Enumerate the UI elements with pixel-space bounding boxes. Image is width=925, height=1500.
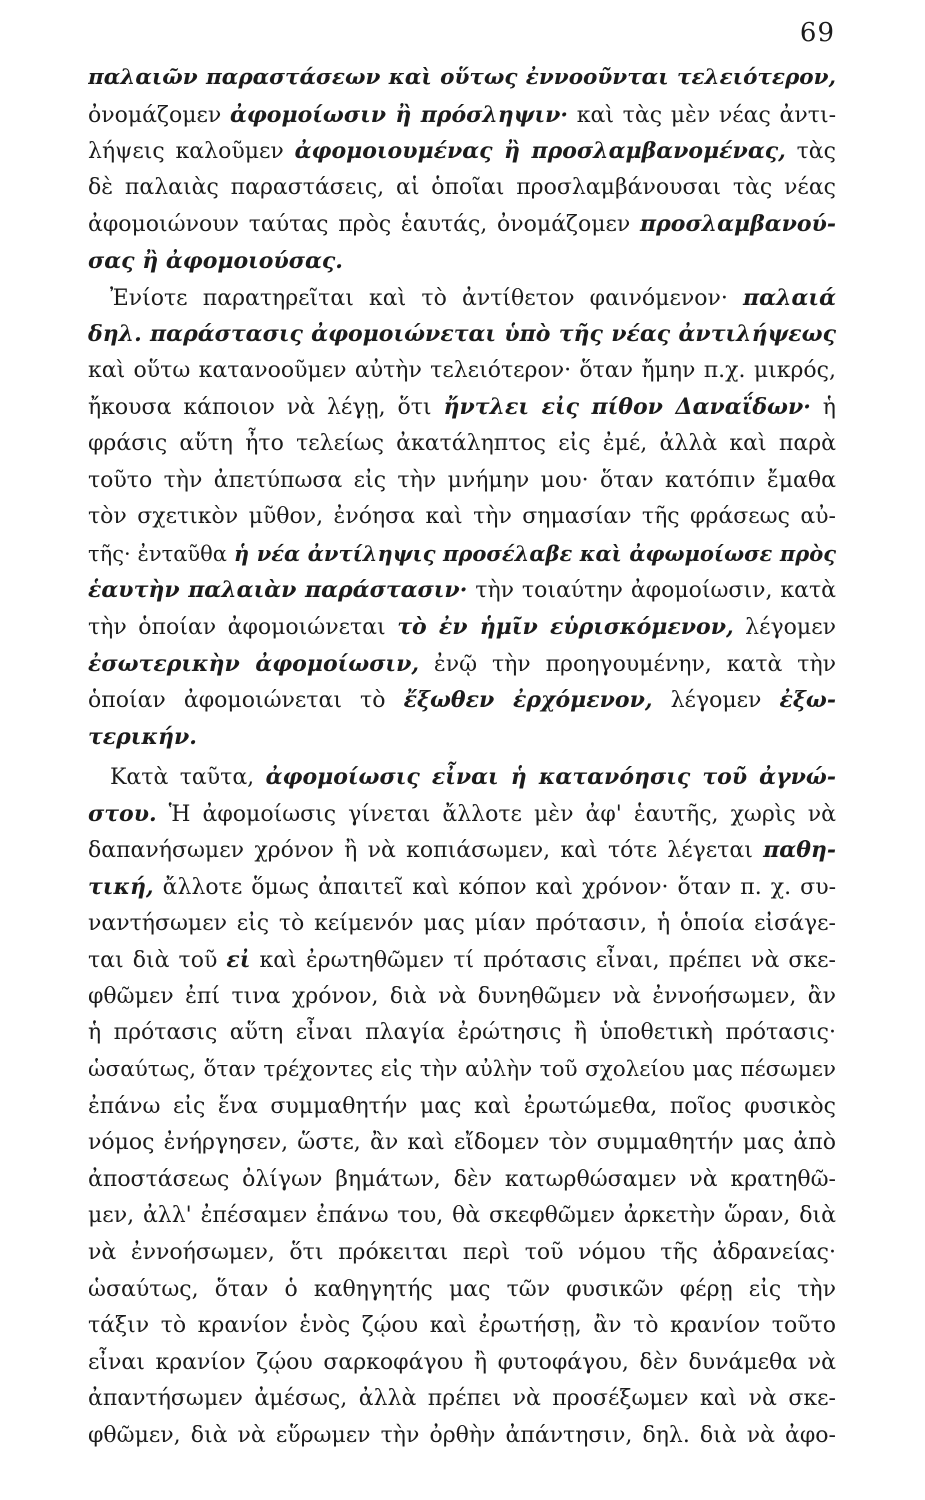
emphasized-text: στου. [88,800,157,827]
emphasized-text: εἰ [226,947,251,974]
text-line [88,1052,836,1089]
text-line [88,682,836,719]
emphasized-text: παλαιῶν παραστάσεων καὶ οὕτως ἐννοοῦνται τελειότερον, [88,65,836,90]
text-run: Ἡ ἀφομοίωσις γίνεται ἄλλοτε μὲν ἀφ' ἑαυτῆς, χωρὶς νὰ [156,801,836,827]
text-line [88,646,836,683]
text-run: ὡσαύτως, ὅταν ὁ καθηγητής μας τῶν φυσικῶν φέρῃ εἰς τὴν [88,1276,836,1302]
text-run: φθῶμεν ἐπί τινα χρόνον, διὰ νὰ δυνηθῶμεν νὰ ἐννοήσωμεν, ἂν [88,983,836,1009]
text-line [88,1418,836,1455]
text-line [88,206,836,243]
text-run: τάξιν τὸ κρανίον ἑνὸς ζῴου καὶ ἐρωτήσῃ, ἂν τὸ κρανίον τοῦτο [88,1313,836,1339]
text-line [88,796,836,833]
text-run: Ἐνίοτε παρατηρεῖται καὶ τὸ ἀντίθετον φαινόμενον· [110,285,744,311]
text-line [88,979,836,1016]
text-run: εἶναι κρανίον ζῴου σαρκοφάγου ἢ φυτοφάγου, δὲν δυνάμεθα νὰ [88,1349,836,1375]
text-line [88,280,836,317]
text-run: τῆς· ἐνταῦθα [88,541,234,566]
text-run: φθῶμεν, διὰ νὰ εὕρωμεν τὴν ὀρθὴν ἀπάντησιν, δηλ. διὰ νὰ ἀφο- [88,1422,836,1448]
emphasized-text: παθη- [763,837,836,864]
text-line [88,1345,836,1382]
text-line [88,719,836,756]
emphasized-text: προσλαμβανού- [640,211,836,238]
text-line [88,463,836,500]
page-body [88,60,836,1455]
text-line [88,1089,836,1126]
emphasized-text: ἀφομοίωσις εἶναι ἡ κατανόησις τοῦ ἀγνώ- [265,764,836,791]
text-line [88,1272,836,1309]
text-run: ὀνομάζομεν [88,102,230,128]
text-line [88,1015,836,1052]
text-line [88,832,836,869]
text-run: καὶ τὰς μὲν νέας ἀντι- [568,102,836,128]
text-run: ἤκουσα κάποιον νὰ λέγῃ, ὅτι [88,395,444,421]
emphasized-text: τερικήν. [88,723,197,750]
text-run: τὴν ὁποίαν ἀφομοιώνεται [88,614,398,640]
page-number: 69 [799,18,835,48]
emphasized-text: ἐσωτερικὴν ἀφομοίωσιν, [88,650,419,677]
text-run: ἡ [810,395,836,421]
text-line [88,389,836,426]
emphasized-text: σας ἢ ἀφομοιούσας. [88,247,343,274]
text-run: νόμος ἐνήργησεν, ὥστε, ἂν καὶ εἴδομεν τὸν συμμαθητήν μας ἀπὸ [88,1130,836,1156]
text-line [88,243,836,280]
text-run: καὶ ἐρωτηθῶμεν τί πρότασις εἶναι, πρέπει νὰ σκε- [250,948,836,974]
text-run: φράσις αὕτη ἦτο τελείως ἀκατάληπτος εἰς ἐμέ, ἀλλὰ καὶ παρὰ [88,430,836,456]
text-run: δαπανήσωμεν χρόνον ἢ νὰ κοπιάσωμεν, καὶ τότε λέγεται [88,838,764,864]
text-run: ὁποίαν ἀφομοιώνεται τὸ [88,688,404,714]
text-run: ἀπαντήσωμεν ἀμέσως, ἀλλὰ πρέπει νὰ προσέξωμεν καὶ νὰ σκε- [88,1386,836,1412]
text-line [88,1235,836,1272]
text-run: μεν, ἀλλ' ἐπέσαμεν ἐπάνω του, θὰ σκεφθῶμεν ἀρκετὴν ὥραν, διὰ [88,1203,836,1229]
text-run: λέγομεν [652,688,780,714]
emphasized-text: δηλ. παράστασις ἀφομοιώνεται ὑπὸ τῆς νέας ἀντιλήψεως [88,321,836,348]
text-line [88,60,836,97]
text-run: ται διὰ τοῦ [88,948,227,974]
text-run: ἡ πρότασις αὕτη εἶναι πλαγία ἐρώτησις ἢ ὑποθετικὴ πρότασις· [88,1020,836,1046]
emphasized-text: ἀφομοιουμένας ἢ προσλαμβανομένας, [294,138,786,165]
emphasized-text: παλαιά [743,284,836,311]
text-run: νὰ ἐννοήσωμεν, ὅτι πρόκειται περὶ τοῦ νόμου τῆς ἀδρανείας· [88,1240,836,1265]
text-line [88,1198,836,1235]
text-line [88,759,836,796]
emphasized-text: ἡ νέα ἀντίληψις προσέλαβε καὶ ἀφωμοίωσε πρὸς [233,540,836,566]
text-run: ἀφομοιώνουν ταύτας πρὸς ἑαυτάς, ὀνομάζομεν [88,212,641,238]
text-run: ἐπάνω εἰς ἕνα συμμαθητήν μας καὶ ἐρωτώμεθα, ποῖος φυσικὸς [88,1093,836,1119]
text-run: ἐνῷ τὴν προηγουμένην, κατὰ τὴν [419,651,836,677]
text-run: τοῦτο τὴν ἀπετύπωσα εἰς τὴν μνήμην μου· ὅταν κατόπιν ἔμαθα [88,467,836,493]
text-run: ἄλλοτε ὅμως ἀπαιτεῖ καὶ κόπον καὶ χρόνον· ὅταν π. χ. συ- [153,875,836,901]
text-line [88,1162,836,1199]
text-run: λήψεις καλοῦμεν [88,139,295,165]
emphasized-text: ἀφομοίωσιν ἢ πρόσληψιν· [229,101,569,128]
emphasized-text: τική, [88,874,154,901]
text-run: δὲ παλαιὰς παραστάσεις, αἱ ὁποῖαι προσλαμβάνουσαι τὰς νέας [88,174,836,200]
text-run: λέγομεν [733,614,836,640]
text-line [88,316,836,353]
text-run: ἀποστάσεως ὀλίγων βημάτων, δὲν κατωρθώσαμεν νὰ κρατηθῶ- [88,1166,836,1192]
emphasized-text: ἑαυτὴν παλαιὰν παράστασιν· [88,577,468,604]
text-line [88,133,836,170]
text-run: ναντήσωμεν εἰς τὸ κείμενόν μας μίαν πρότασιν, ἡ ὁποία εἰσάγε- [88,910,836,936]
text-run: καὶ οὕτω κατανοοῦμεν αὐτὴν τελειότερον· ὅταν ἤμην π.χ. μικρός, [88,357,836,383]
emphasized-text: ἐξω- [779,687,836,714]
text-run: τὴν τοιαύτην ἀφομοίωσιν, κατὰ [467,578,836,604]
text-line [88,1308,836,1345]
text-line [88,942,836,979]
text-run: Κατὰ ταῦτα, [110,765,266,791]
text-line [88,906,836,943]
text-run: ὡσαύτως, ὅταν τρέχοντες εἰς τὴν αὐλὴν τοῦ σχολείου μας πέσωμεν [88,1057,836,1083]
emphasized-text: τὸ ἐν ἡμῖν εὑρισκόμενον, [397,613,734,640]
text-line [88,426,836,463]
text-line [88,536,836,573]
text-line [88,869,836,906]
emphasized-text: ἤντλει εἰς πίθον Δαναΐδων· [443,394,811,421]
text-line [88,97,836,134]
text-line [88,353,836,390]
text-line [88,572,836,609]
text-line [88,609,836,646]
text-line [88,1125,836,1162]
text-line [88,1381,836,1418]
text-line [88,170,836,207]
text-run: τὰς [785,139,836,165]
emphasized-text: ἔξωθεν ἐρχόμενον, [403,687,653,714]
text-run: τὸν σχετικὸν μῦθον, ἐνόησα καὶ τὴν σημασίαν τῆς φράσεως αὐ- [88,504,836,530]
text-line [88,499,836,536]
